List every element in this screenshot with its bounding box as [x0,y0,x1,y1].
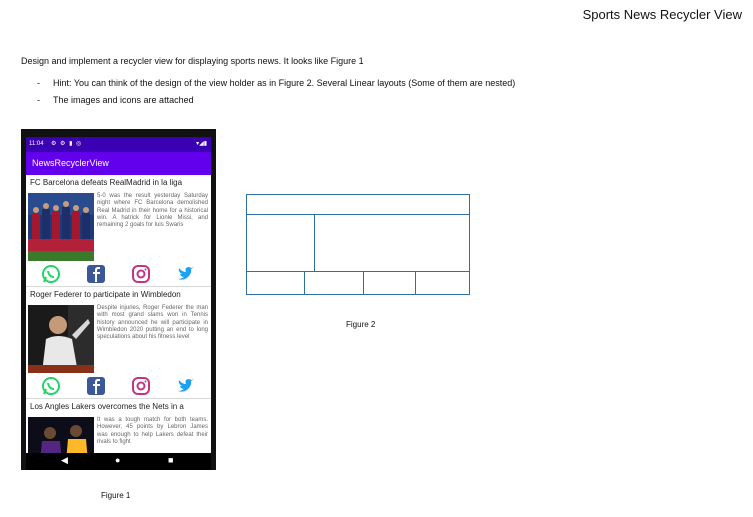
app-bar [26,152,211,175]
wireframe-icon-cell [304,271,364,295]
social-icons-row [26,376,211,398]
phone-screen [26,137,211,453]
instagram-icon[interactable] [131,376,151,396]
wireframe-icon-cell [246,271,305,295]
navigation-bar [26,453,211,470]
news-item[interactable] [26,175,211,287]
wireframe-image-cell [246,214,315,272]
wireframe-icon-cell [363,271,416,295]
whatsapp-icon[interactable] [41,376,61,396]
social-icons-row [26,264,211,286]
home-icon[interactable]: ● [115,455,121,465]
twitter-icon[interactable] [176,264,196,284]
news-item[interactable] [26,287,211,399]
lakers-photo [28,417,94,453]
layout-wireframe [246,194,470,295]
wireframe-icon-cell [415,271,470,295]
hint-bullet: - Hint: You can think of the design of the view holder as in Figure 2. Several Linear layouts (Some of them are nested) [37,78,515,95]
news-title: FC Barcelona defeats RealMadrid in la liga [30,178,183,187]
twitter-icon[interactable] [176,376,196,396]
news-description: 5-0 was the result yesterday Saturday night where FC Barcelona demolished Real Madrid in their home for a historical win. A hatrick for Lionle Missi, and remaining 2 goals for luis Swaris [97,193,208,229]
document-title: Sports News Recycler View [582,7,742,22]
news-description: Despite injuries, Roger Federer the man with most grand slams won in Tennis history announced he will participate in Wimbledon 2020 putting an end to long speculations about his fitness level [97,305,208,341]
whatsapp-icon[interactable] [41,264,61,284]
app-title: NewsRecyclerView [32,158,109,168]
phone-mockup [21,129,216,470]
intro-text: Design and implement a recycler view for displaying sports news. It looks like Figure 1 [21,56,364,66]
figure2-caption: Figure 2 [346,320,376,329]
hint-list [37,78,515,112]
news-title: Los Angles Lakers overcomes the Nets in a [30,402,184,411]
status-time: 11:04 [29,141,44,147]
status-bar [26,137,211,152]
barcelona-team-photo [28,193,94,261]
facebook-icon[interactable] [86,264,106,284]
news-item[interactable] [26,399,211,453]
recents-icon[interactable]: ■ [168,455,174,465]
facebook-icon[interactable] [86,376,106,396]
news-description: It was a tough match for both teams. However, 45 points by Lebron James was enough to help Lakers defeat their rivals to fight [97,417,208,445]
attachments-bullet: - The images and icons are attached [37,95,515,112]
signal-battery-icon: ▾◢▮ [196,141,207,147]
federer-photo [28,305,94,373]
wireframe-title-row [246,194,470,215]
back-icon[interactable]: ◀ [61,455,68,465]
figure1-caption: Figure 1 [101,491,131,500]
status-icons: ⚙ ⚙ ▮ ◎ [51,141,83,147]
news-title: Roger Federer to participate in Wimbledon [30,290,181,299]
instagram-icon[interactable] [131,264,151,284]
wireframe-description-cell [314,214,470,272]
